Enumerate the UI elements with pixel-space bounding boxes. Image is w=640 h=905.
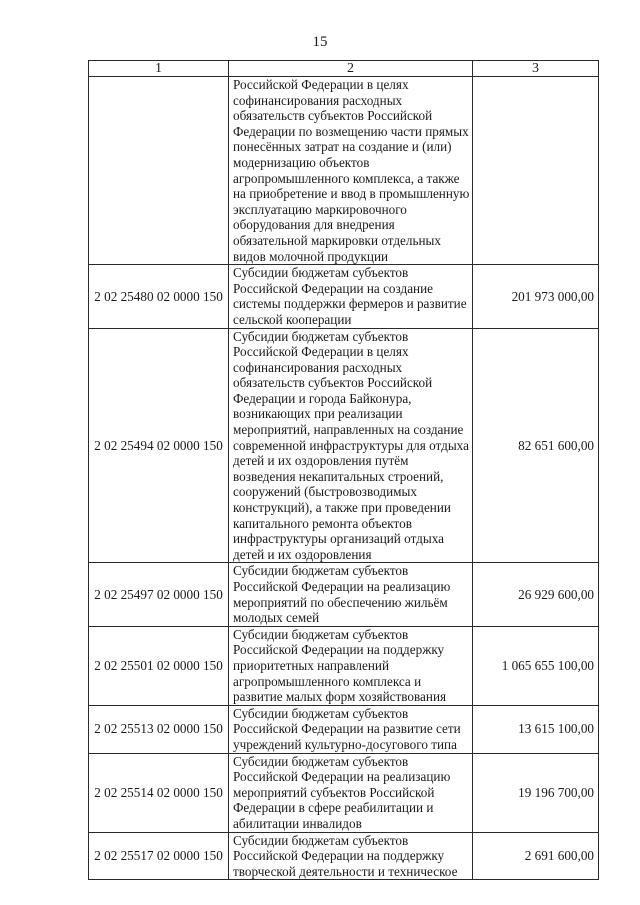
- description-line: возникающих при реализации: [233, 406, 403, 422]
- table-body: [89, 77, 599, 880]
- description-line: софинансирования расходных: [233, 359, 403, 375]
- amount-cell: 19 196 700,00: [473, 753, 599, 832]
- description-line: Субсидии бюджетам субъектов: [233, 832, 409, 848]
- description-line: Субсидии бюджетам субъектов: [233, 626, 409, 642]
- description-line: обязательной маркировки отдельных: [233, 232, 441, 248]
- description-cell: [229, 77, 473, 265]
- amount-cell: [473, 77, 599, 265]
- description-cell: [229, 563, 473, 626]
- description-line: детей и их оздоровления: [233, 546, 372, 562]
- description-line: Федерации по возмещению части прямых: [233, 123, 469, 139]
- description-line: Субсидии бюджетам субъектов: [233, 328, 409, 344]
- table-header-row: [89, 61, 599, 77]
- description-line: Федерации в сфере реабилитации и: [233, 800, 434, 816]
- description-line: агропромышленного комплекса и: [233, 673, 422, 689]
- description-line: абилитации инвалидов: [233, 815, 362, 831]
- budget-revenue-table: [88, 60, 599, 880]
- description-line: приоритетных направлений: [233, 657, 390, 673]
- column-header-description: 2: [229, 61, 473, 77]
- description-line: Субсидии бюджетам субъектов: [233, 563, 409, 579]
- table-row: [89, 832, 599, 880]
- description-line: системы поддержки фермеров и развитие: [233, 296, 467, 312]
- description-line: возведения некапитальных строений,: [233, 468, 444, 484]
- description-line: агропромышленного комплекса, а также: [233, 170, 460, 186]
- description-line: развитие малых форм хозяйствования: [233, 689, 447, 705]
- description-line: Субсидии бюджетам субъектов: [233, 705, 409, 721]
- amount-cell: 82 651 600,00: [473, 328, 599, 563]
- budget-code-cell: 2 02 25494 02 0000 150: [89, 328, 229, 563]
- description-line: видов молочной продукции: [233, 248, 389, 264]
- description-line: Российской Федерации на реализацию: [233, 579, 451, 594]
- description-line: сооружений (быстровозводимых: [233, 484, 417, 500]
- budget-code-cell: 2 02 25513 02 0000 150: [89, 705, 229, 753]
- description-line: Российской Федерации на создание: [233, 280, 434, 296]
- description-line: Российской Федерации на поддержку: [233, 642, 445, 658]
- description-line: современной инфраструктуры для отдыха: [233, 437, 469, 453]
- description-line: Российской Федерации на поддержку: [233, 848, 445, 864]
- page-number: 15: [312, 34, 328, 50]
- budget-code-cell: 2 02 25501 02 0000 150: [89, 626, 229, 705]
- description-line: конструкций), а также при проведении: [233, 500, 451, 516]
- budget-code-cell: [89, 77, 229, 265]
- amount-cell: 26 929 600,00: [473, 563, 599, 626]
- description-line: Российской Федерации в целях: [233, 77, 409, 92]
- description-line: эксплуатацию маркировочного: [233, 201, 407, 217]
- description-cell: [229, 265, 473, 328]
- description-line: понесённых затрат на создание и (или): [233, 139, 452, 155]
- amount-cell: 1 065 655 100,00: [473, 626, 599, 705]
- description-line: Российской Федерации на реализацию: [233, 769, 451, 785]
- description-line: Субсидии бюджетам субъектов: [233, 753, 409, 769]
- description-line: софинансирования расходных: [233, 92, 403, 108]
- description-cell: [229, 626, 473, 705]
- amount-cell: 201 973 000,00: [473, 265, 599, 328]
- description-line: мероприятий по обеспечению жильём: [233, 594, 448, 610]
- table-row: [89, 265, 599, 328]
- description-line: оборудования для внедрения: [233, 217, 395, 233]
- table-row: [89, 77, 599, 265]
- description-line: Российской Федерации в целях: [233, 344, 409, 360]
- table-row: [89, 626, 599, 705]
- amount-cell: 2 691 600,00: [473, 832, 599, 880]
- table-row: [89, 328, 599, 563]
- column-header-amount: 3: [473, 61, 599, 77]
- description-line: обязательств субъектов Российской: [233, 375, 433, 391]
- description-line: Российской Федерации на развитие сети: [233, 721, 461, 737]
- table-row: [89, 753, 599, 832]
- description-line: мероприятий, направленных на создание: [233, 422, 464, 438]
- description-line: учреждений культурно-досугового типа: [233, 736, 457, 752]
- description-line: Федерации и города Байконура,: [233, 390, 412, 406]
- table-row: [89, 705, 599, 753]
- description-line: сельской кооперации: [233, 311, 352, 327]
- budget-code-cell: 2 02 25514 02 0000 150: [89, 753, 229, 832]
- budget-code-cell: 2 02 25480 02 0000 150: [89, 265, 229, 328]
- description-line: инфраструктуры организаций отдыха: [233, 531, 445, 547]
- budget-code-cell: 2 02 25497 02 0000 150: [89, 563, 229, 626]
- budget-code-cell: 2 02 25517 02 0000 150: [89, 832, 229, 880]
- description-cell: [229, 705, 473, 753]
- description-cell: [229, 832, 473, 880]
- description-line: творческой деятельности и техническое: [233, 863, 458, 879]
- description-cell: [229, 328, 473, 563]
- column-header-code: 1: [89, 61, 229, 77]
- table-row: [89, 563, 599, 626]
- description-line: обязательств субъектов Российской: [233, 108, 433, 124]
- amount-cell: 13 615 100,00: [473, 705, 599, 753]
- description-line: молодых семей: [233, 610, 320, 626]
- description-cell: [229, 753, 473, 832]
- description-line: мероприятий субъектов Российской: [233, 784, 435, 800]
- description-line: модернизацию объектов: [233, 154, 370, 170]
- description-line: детей и их оздоровления путём: [233, 453, 409, 469]
- description-line: капитального ремонта объектов: [233, 515, 412, 531]
- description-line: на приобретение и ввод в промышленную: [233, 186, 470, 202]
- description-line: Субсидии бюджетам субъектов: [233, 265, 409, 281]
